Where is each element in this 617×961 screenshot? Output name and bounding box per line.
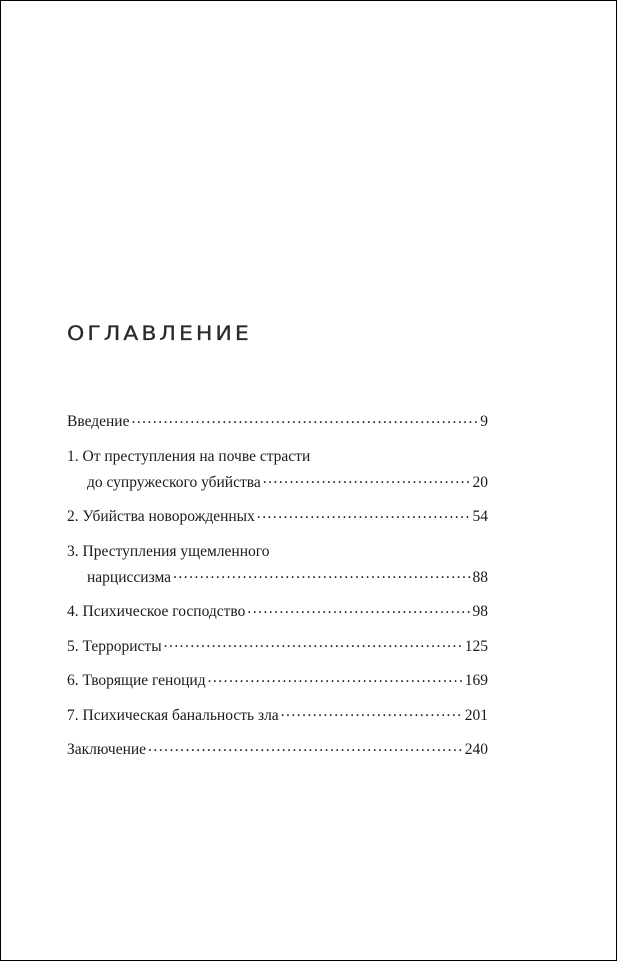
dot-leader — [257, 506, 471, 522]
toc-title: ОГЛАВЛЕНИЕ — [67, 323, 252, 346]
dot-leader — [148, 739, 463, 755]
toc-line — [67, 703, 488, 729]
toc-page-number: 125 — [464, 637, 488, 655]
toc-entry-chapter-3 — [67, 539, 488, 591]
toc-entry-conclusion — [67, 737, 488, 763]
dot-leader — [263, 471, 471, 487]
toc-entry-chapter-1 — [67, 444, 488, 496]
toc-entry-chapter-5 — [67, 634, 488, 660]
dot-leader — [131, 411, 478, 427]
toc-line — [67, 634, 488, 660]
toc-entry-label: 1. От преступления на почве страсти — [67, 447, 311, 465]
toc-line — [67, 737, 488, 763]
toc-entry-label: Введение — [67, 413, 130, 430]
toc-entry-label-continued: до супружеского убийства — [87, 473, 261, 491]
toc-entry-chapter-7 — [67, 703, 488, 729]
toc-page-number: 20 — [472, 473, 488, 491]
toc-entry-chapter-4 — [67, 599, 488, 625]
toc-entry-label: 5. Террористы — [67, 637, 162, 655]
toc-entry-introduction — [67, 409, 488, 435]
toc-line — [67, 504, 488, 530]
dot-leader — [247, 601, 470, 617]
toc-line — [67, 409, 488, 435]
toc-entry-label: 4. Психическое господство — [67, 603, 246, 620]
toc-entry-chapter-2 — [67, 504, 488, 530]
toc-line-continued — [67, 565, 488, 591]
toc-page-number: 54 — [472, 508, 488, 525]
toc-entry-label-continued: нарциссизма — [87, 568, 172, 586]
toc-entry-chapter-6 — [67, 668, 488, 694]
toc-entry-label: 3. Преступления ущемленного — [67, 542, 270, 560]
dot-leader — [173, 566, 470, 582]
toc-line — [67, 668, 488, 694]
toc-line — [67, 599, 488, 625]
dot-leader — [281, 704, 463, 720]
toc-entry-label: 6. Творящие геноцид — [67, 672, 206, 689]
toc-entry-label: 2. Убийства новорожденных — [67, 508, 255, 525]
dot-leader — [164, 635, 463, 651]
dot-leader — [208, 670, 463, 686]
toc-page-number: 169 — [464, 672, 488, 689]
toc-page-number: 201 — [464, 706, 488, 724]
toc-line — [67, 539, 488, 565]
toc-page-number: 9 — [480, 413, 488, 430]
toc-line-continued — [67, 470, 488, 496]
toc-page-number: 240 — [464, 741, 488, 758]
toc-page-number: 98 — [472, 603, 488, 620]
toc-entry-label: 7. Психическая банальность зла — [67, 706, 279, 724]
toc-page-number: 88 — [472, 568, 488, 586]
table-of-contents — [67, 409, 488, 763]
toc-line — [67, 444, 488, 470]
toc-entry-label: Заключение — [67, 741, 147, 758]
